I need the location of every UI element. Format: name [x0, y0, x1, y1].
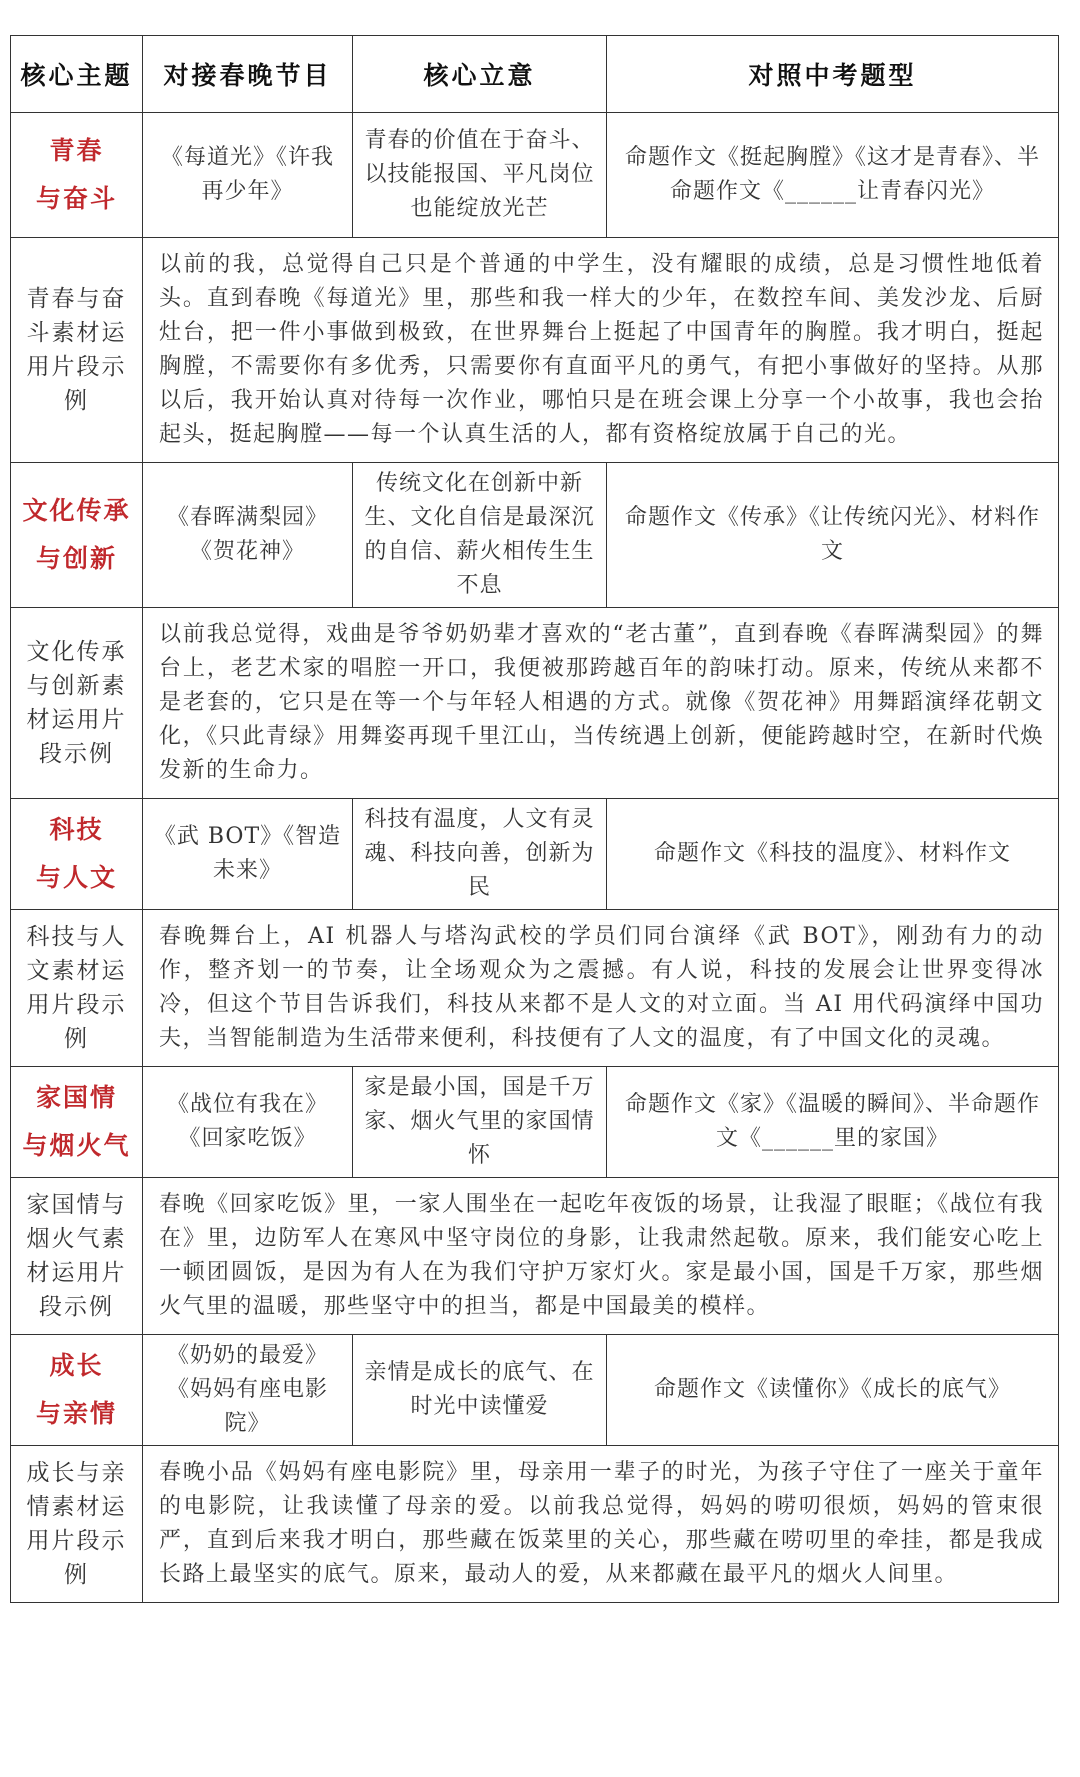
sample-row-home — [11, 1178, 1059, 1335]
sample-text: 以前的我，总觉得自己只是个普通的中学生，没有耀眼的成绩，总是习惯性地低着头。直到春晚《每道光》里，那些和我一样大的少年，在数控车间、美发沙龙、后厨灶台，把一件小事做到极致，在世界舞台上挺起了中国青年的胸膛。我才明白，挺起胸膛，不需要你有多优秀，只需要你有直面平凡的勇气，有把小事做好的坚持。从那以后，我开始认真对待每一次作业，哪怕只是在班会课上分享一个小故事，我也会抬起头，挺起胸膛——每一个认真生活的人，都有资格绽放属于自己的光。 — [143, 238, 1059, 463]
programs-cell: 《战位有我在》《回家吃饭》 — [143, 1067, 353, 1178]
theme-line-1: 青春 — [49, 136, 104, 165]
theme-line-2: 与奋斗 — [35, 184, 117, 213]
theme-cell — [11, 113, 143, 238]
sample-row-family — [11, 1446, 1059, 1603]
theme-line-2: 与人文 — [35, 863, 117, 892]
programs-cell: 《武 BOT》《智造未来》 — [143, 799, 353, 910]
theme-line-2: 与亲情 — [35, 1399, 117, 1428]
exam-cell: 命题作文《家》《温暖的瞬间》、半命题作文《______里的家国》 — [607, 1067, 1059, 1178]
sample-text: 春晚《回家吃饭》里，一家人围坐在一起吃年夜饭的场景，让我湿了眼眶；《战位有我在》里，边防军人在寒风中坚守岗位的身影，让我肃然起敬。原来，我们能安心吃上一顿团圆饭，是因为有人在为我们守护万家灯火。家是最小国，国是千万家，那些烟火气里的温暖，那些坚守中的担当，都是中国最美的模样。 — [143, 1178, 1059, 1335]
theme-cell — [11, 463, 143, 608]
exam-cell: 命题作文《挺起胸膛》《这才是青春》、半命题作文《______让青春闪光》 — [607, 113, 1059, 238]
sample-text: 春晚小品《妈妈有座电影院》里，母亲用一辈子的时光，为孩子守住了一座关于童年的电影院，让我读懂了母亲的爱。以前我总觉得，妈妈的唠叨很烦，妈妈的管束很严，直到后来我才明白，那些藏在饭菜里的关心，那些藏在唠叨里的牵挂，都是我成长路上最坚实的底气。原来，最动人的爱，从来都藏在最平凡的烟火人间里。 — [143, 1446, 1059, 1603]
summary-row-home — [11, 1067, 1059, 1178]
theme-cell — [11, 1067, 143, 1178]
theme-line-2: 与烟火气 — [22, 1131, 131, 1160]
idea-cell: 家是最小国，国是千万家、烟火气里的家国情怀 — [353, 1067, 607, 1178]
theme-line-2: 与创新 — [35, 544, 117, 573]
theme-cell — [11, 799, 143, 910]
summary-row-family — [11, 1335, 1059, 1446]
header-row — [11, 36, 1059, 113]
comparison-table-wrapper — [10, 35, 1058, 1603]
programs-cell: 《每道光》《许我再少年》 — [143, 113, 353, 238]
sample-text: 以前我总觉得，戏曲是爷爷奶奶辈才喜欢的“老古董”，直到春晚《春晖满梨园》的舞台上，老艺术家的唱腔一开口，我便被那跨越百年的韵味打动。原来，传统从来都不是老套的，它只是在等一个与年轻人相遇的方式。就像《贺花神》用舞蹈演绎花朝文化，《只此青绿》用舞姿再现千里江山，当传统遇上创新，便能跨越时空，在新时代焕发新的生命力。 — [143, 608, 1059, 799]
summary-row-youth — [11, 113, 1059, 238]
sample-label: 科技与人文素材运用片段示例 — [11, 910, 143, 1067]
exam-cell: 命题作文《传承》《让传统闪光》、材料作文 — [607, 463, 1059, 608]
exam-cell: 命题作文《科技的温度》、材料作文 — [607, 799, 1059, 910]
idea-cell: 科技有温度，人文有灵魂、科技向善，创新为民 — [353, 799, 607, 910]
theme-cell — [11, 1335, 143, 1446]
header-exam: 对照中考题型 — [607, 36, 1059, 113]
header-programs: 对接春晚节目 — [143, 36, 353, 113]
sample-label: 文化传承与创新素材运用片段示例 — [11, 608, 143, 799]
idea-cell: 青春的价值在于奋斗、以技能报国、平凡岗位也能绽放光芒 — [353, 113, 607, 238]
programs-cell: 《春晖满梨园》《贺花神》 — [143, 463, 353, 608]
theme-line-1: 成长 — [49, 1351, 104, 1380]
theme-table — [10, 35, 1059, 1603]
idea-cell: 亲情是成长的底气、在时光中读懂爱 — [353, 1335, 607, 1446]
exam-cell: 命题作文《读懂你》《成长的底气》 — [607, 1335, 1059, 1446]
theme-line-1: 科技 — [49, 815, 104, 844]
theme-line-1: 文化传承 — [22, 496, 131, 525]
sample-label: 成长与亲情素材运用片段示例 — [11, 1446, 143, 1603]
header-idea: 核心立意 — [353, 36, 607, 113]
theme-line-1: 家国情 — [35, 1083, 117, 1112]
sample-text: 春晚舞台上，AI 机器人与塔沟武校的学员们同台演绎《武 BOT》，刚劲有力的动作，整齐划一的节奏，让全场观众为之震撼。有人说，科技的发展会让世界变得冰冷，但这个节目告诉我们，科技从来都不是人文的对立面。当 AI 用代码演绎中国功夫，当智能制造为生活带来便利，科技便有了人文的温度，有了中国文化的灵魂。 — [143, 910, 1059, 1067]
sample-label: 青春与奋斗素材运用片段示例 — [11, 238, 143, 463]
summary-row-tech — [11, 799, 1059, 910]
sample-row-tech — [11, 910, 1059, 1067]
idea-cell: 传统文化在创新中新生、文化自信是最深沉的自信、薪火相传生生不息 — [353, 463, 607, 608]
programs-cell: 《奶奶的最爱》《妈妈有座电影院》 — [143, 1335, 353, 1446]
sample-row-culture — [11, 608, 1059, 799]
sample-label: 家国情与烟火气素材运用片段示例 — [11, 1178, 143, 1335]
header-theme: 核心主题 — [11, 36, 143, 113]
summary-row-culture — [11, 463, 1059, 608]
sample-row-youth — [11, 238, 1059, 463]
